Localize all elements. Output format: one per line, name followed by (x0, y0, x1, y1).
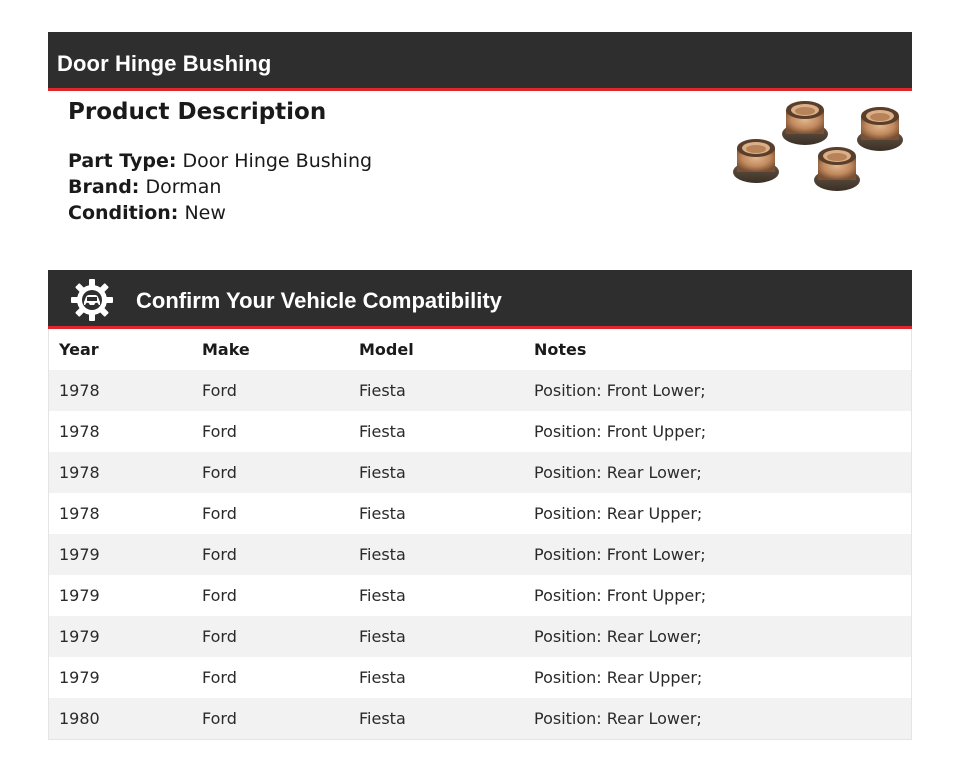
table-row (49, 575, 911, 616)
table-row (49, 657, 911, 698)
spec-row-part-type (68, 148, 668, 174)
cell-make: Ford (202, 545, 237, 564)
cell-make: Ford (202, 504, 237, 523)
cell-notes: Position: Rear Lower; (534, 709, 702, 728)
spec-value: Dorman (145, 176, 222, 198)
product-description (68, 96, 668, 226)
table-row (49, 534, 911, 575)
cell-make: Ford (202, 463, 237, 482)
bushing-part (857, 107, 903, 151)
cell-year: 1979 (59, 668, 100, 687)
cell-year: 1978 (59, 463, 100, 482)
cell-model: Fiesta (359, 504, 406, 523)
cell-model: Fiesta (359, 627, 406, 646)
cell-make: Ford (202, 627, 237, 646)
cell-notes: Position: Front Lower; (534, 381, 706, 400)
cell-year: 1978 (59, 422, 100, 441)
column-header-notes: Notes (534, 340, 587, 359)
product-title-banner (48, 32, 912, 91)
column-header-model: Model (359, 340, 414, 359)
cell-model: Fiesta (359, 586, 406, 605)
cell-make: Ford (202, 709, 237, 728)
compatibility-table (48, 329, 912, 740)
cell-notes: Position: Rear Lower; (534, 627, 702, 646)
cell-year: 1978 (59, 381, 100, 400)
table-header-row (49, 329, 911, 370)
spec-list (68, 148, 668, 226)
cell-model: Fiesta (359, 545, 406, 564)
cell-year: 1979 (59, 586, 100, 605)
cell-notes: Position: Rear Upper; (534, 668, 703, 687)
table-row (49, 452, 911, 493)
bushing-part (814, 147, 860, 191)
cell-model: Fiesta (359, 463, 406, 482)
cell-make: Ford (202, 668, 237, 687)
table-row (49, 370, 911, 411)
cell-model: Fiesta (359, 668, 406, 687)
column-header-make: Make (202, 340, 250, 359)
product-title: Door Hinge Bushing (57, 51, 272, 76)
compatibility-title: Confirm Your Vehicle Compatibility (136, 288, 502, 313)
bushing-part (782, 101, 828, 145)
spec-row-brand (68, 174, 668, 200)
bushing-part (733, 139, 779, 183)
cell-notes: Position: Front Upper; (534, 586, 707, 605)
column-header-year: Year (59, 340, 99, 359)
cell-model: Fiesta (359, 381, 406, 400)
cell-model: Fiesta (359, 709, 406, 728)
cell-notes: Position: Front Upper; (534, 422, 707, 441)
compatibility-banner (48, 270, 912, 329)
table-row (49, 411, 911, 452)
cell-notes: Position: Rear Lower; (534, 463, 702, 482)
table-row (49, 493, 911, 534)
cell-make: Ford (202, 381, 237, 400)
cell-model: Fiesta (359, 422, 406, 441)
spec-label: Brand: (68, 176, 140, 198)
product-image (726, 96, 908, 196)
spec-label: Condition: (68, 202, 179, 224)
cell-year: 1979 (59, 627, 100, 646)
cell-make: Ford (202, 422, 237, 441)
spec-row-condition (68, 200, 668, 226)
table-row (49, 616, 911, 657)
cell-year: 1979 (59, 545, 100, 564)
description-heading: Product Description (68, 99, 327, 125)
gear-car-icon (70, 278, 114, 322)
table-row (49, 698, 911, 739)
cell-year: 1980 (59, 709, 100, 728)
spec-value: Door Hinge Bushing (182, 150, 373, 172)
cell-notes: Position: Front Lower; (534, 545, 706, 564)
spec-value: New (184, 202, 226, 224)
spec-label: Part Type: (68, 150, 177, 172)
cell-year: 1978 (59, 504, 100, 523)
cell-notes: Position: Rear Upper; (534, 504, 703, 523)
cell-make: Ford (202, 586, 237, 605)
